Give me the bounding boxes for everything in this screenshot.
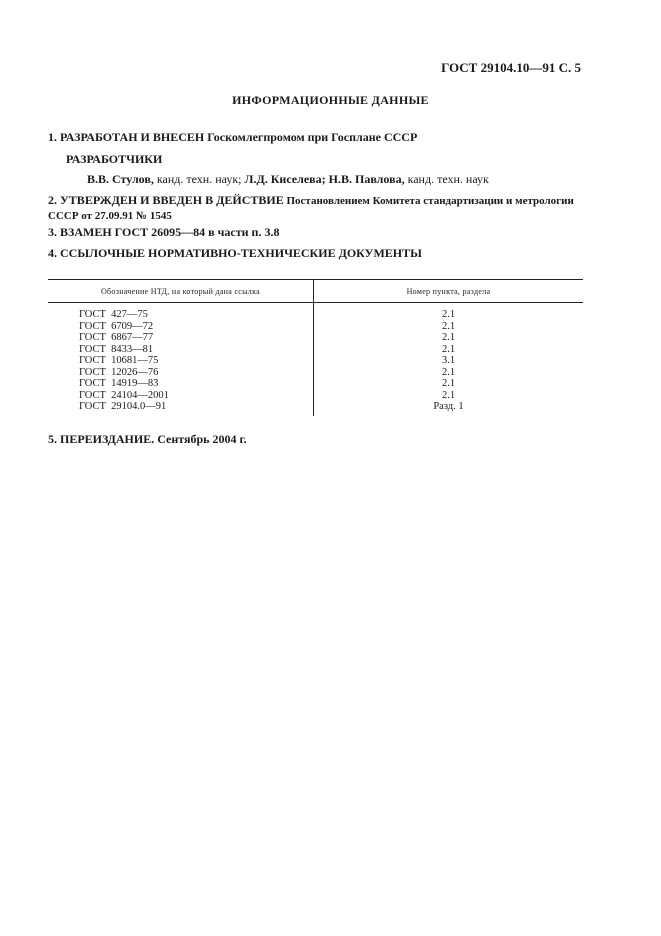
- ntd-designation: ГОСТ 6867—77: [48, 332, 314, 344]
- clause-number: 2.1: [441, 366, 456, 378]
- ntd-designation: ГОСТ 427—75: [48, 303, 314, 321]
- developers-list: [87, 172, 489, 187]
- column-header-ntd: Обозначение НТД, на который дана ссылка: [48, 280, 314, 303]
- ntd-designation: ГОСТ 14919—83: [48, 378, 314, 390]
- item-5-reissue: 5. ПЕРЕИЗДАНИЕ. Сентябрь 2004 г.: [48, 432, 247, 446]
- clause-number: 2.1: [441, 389, 456, 401]
- item-2-lead: 2. УТВЕРЖДЕН И ВВЕДЕН В ДЕЙСТВИЕ: [48, 193, 284, 207]
- table-row: [48, 321, 583, 333]
- clause-number: 2.1: [441, 309, 456, 320]
- developer-2-3-degree: канд. техн. наук: [404, 172, 489, 186]
- page-title: ИНФОРМАЦИОННЫЕ ДАННЫЕ: [232, 93, 429, 107]
- table-row: [48, 355, 583, 367]
- ntd-designation: ГОСТ 29104.0—91: [48, 401, 314, 416]
- item-2-text: Постановлением Комитета стандартизации и метрологии СССР от 27.09.91 № 1545: [48, 195, 574, 222]
- table-row: [48, 303, 583, 321]
- table-row: [48, 332, 583, 344]
- clause-number: 3.1: [441, 355, 456, 366]
- table-row: [48, 344, 583, 356]
- clause-number: 2.1: [441, 332, 456, 343]
- page-header: ГОСТ 29104.10—91 С. 5: [441, 60, 581, 75]
- table-row: [48, 390, 583, 402]
- clause-number: 2.1: [441, 343, 456, 355]
- table-header-row: [48, 280, 583, 303]
- ntd-designation: ГОСТ 24104—2001: [48, 390, 314, 402]
- developer-1-degree: канд. техн. наук;: [153, 172, 245, 186]
- item-1-developed-by: 1. РАЗРАБОТАН И ВНЕСЕН Госкомлегпромом при Госплане СССР: [48, 130, 418, 144]
- ntd-designation: ГОСТ 6709—72: [48, 321, 314, 333]
- column-header-clause: Номер пункта, раздела: [314, 280, 584, 303]
- item-4-references: 4. ССЫЛОЧНЫЕ НОРМАТИВНО-ТЕХНИЧЕСКИЕ ДОКУМЕНТЫ: [48, 246, 422, 260]
- table-row: [48, 401, 583, 416]
- developer-1-name: В.В. Стулов,: [87, 172, 154, 186]
- table-body: [48, 303, 583, 416]
- reference-table: [48, 279, 583, 416]
- table-row: [48, 367, 583, 379]
- developer-2-3-names: Л.Д. Киселева; Н.В. Павлова,: [244, 172, 405, 186]
- item-3-replaces: 3. ВЗАМЕН ГОСТ 26095—84 в части п. 3.8: [48, 225, 280, 239]
- ntd-designation: ГОСТ 12026—76: [48, 367, 314, 379]
- clause-number: Разд. 1: [433, 401, 464, 412]
- clause-number: 2.1: [441, 320, 456, 332]
- ntd-designation: ГОСТ 10681—75: [48, 355, 314, 367]
- ntd-designation: ГОСТ 8433—81: [48, 344, 314, 356]
- developers-heading: РАЗРАБОТЧИКИ: [66, 152, 163, 166]
- table-row: [48, 378, 583, 390]
- item-2-approved: [48, 193, 583, 223]
- clause-number: 2.1: [441, 378, 456, 389]
